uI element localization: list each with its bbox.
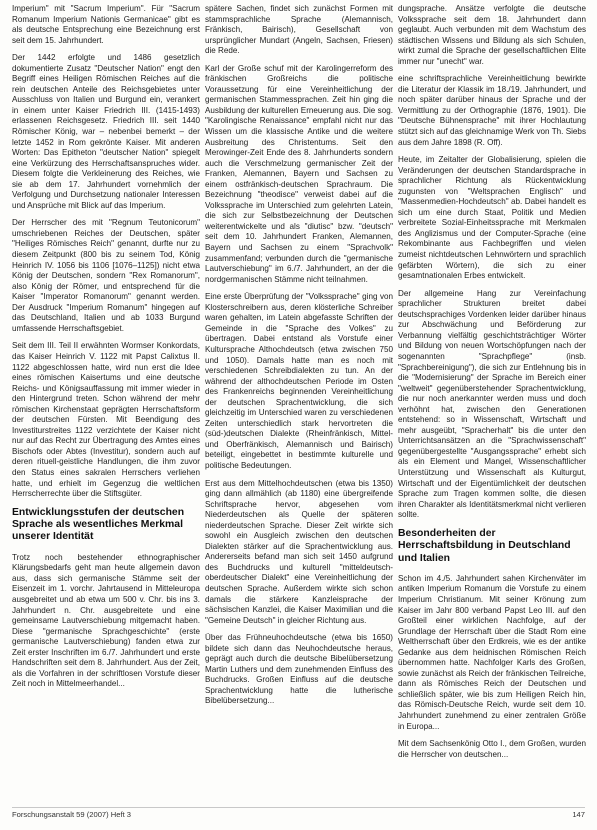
paragraph: Mit dem Sachsenkönig Otto I., dem Großen, wurden die Herrscher von deutschen... — [398, 739, 586, 759]
paragraph: eine schriftsprachliche Vereinheitlichung bewirkte die Literatur der Klassik im 18./19. Jahrhundert, und noch später darüber hinaus der Sprache und der Vermittlung zu der Orthographie (1876, 1901). Die "Deutsche Bühnensprache" mit ihrer Hochlautung stützt sich auf das gleichnamige Werk von Th. Siebs aus dem Jahre 1898 (R. Off). — [398, 74, 586, 147]
paragraph: Erst aus dem Mittelhochdeutschen (etwa bis 1350) ging dann allmählich (ab 1180) eine übergreifende Schriftsprache hervor, abgesehen vom Niederdeutschen als Quelle der späteren niederdeutschen Sprache. Dieser Zeit wirkte sich sowohl ein Ausgleich zwischen den deutschen Dialekten stärker auf die Sprachentwicklung aus. Andererseits befand man sich seit 1450 aufgrund des Buchdrucks und kulturell "mitteldeutsch-oberdeutscher Dialekt" eine Vereinheitlichung der deutschen Sprache. Außerdem wirkte sich schon damals die stärkere Kanzleisprache der sächsischen Kanzlei, die Kaiser Maximilian und die "Gemeine Deutsch" in gleicher Richtung aus. — [205, 478, 393, 625]
text-column-left — [12, 4, 200, 802]
section-heading: Entwicklungsstufen der deutschen Sprache als wesentliches Merkmal unserer Identität — [12, 506, 185, 543]
paragraph: Heute, im Zeitalter der Globalisierung, spielen die Veränderungen der deutschen Standardsprache in sprachlicher Richtung als Rückentwicklung zugunsten von "Weltsprachen Englisch" und "Massenmedien-Hochdeutsch" ab. Dabei handelt es sich um eine durch Staat, Politik und Medien verbreitete Sozial-Einheitssprache mit Merkmalen des Anglizismus und der Computer-Sprache (eine Rekombinante aus Fachbegriffen und vielen zumeist nichtdeutschen Lehnwörtern und sprachlich gefärbten Wörtern), die sich zu einer gesamtnationalen Erbes entwickelt. — [398, 155, 586, 281]
paragraph: Der 1442 erfolgte und 1486 gesetzlich dokumentierte Zusatz "Deutscher Nation" engt den Begriff eines Heiligen Römischen Reiches auf die rein deutschen Anteile des Reichsgebietes unter Ausschluss von Italien und Burgund ein, verankert in einem unter Kaiser Friedrich III. (1415-1493) erlassenen Reichsgesetz. Friedrich III. seit 1440 Römischer König, war – nebenbei bemerkt – der letzte 1452 in Rom gekrönte Kaiser. Mit anderen Worten: Das Epitheton "deutscher Nation" spiegelt eine Verkürzung des Herrschaftsanspruches wider. Diesem folgte die Verkleinerung des Reiches, wie sie ab dem 17. Jahrhundert vornehmlich der Verfolgung und Durchsetzung nationaler Interessen und Ansprüche mit Blick auf das Imperium. — [12, 53, 200, 210]
paragraph: Karl der Große schuf mit der Karolingerreform des fränkischen Großreichs die politische Voraussetzung für eine Vereinheitlichung der germanischen Stammessprachen. Zeit hin ging die Ausbildung der kulturellen Erneuerung aus. Die sog. "Karolingische Renaissance" empfahl nicht nur das Wissen um die klassische Antike und die weitere Ausbreitung des Christentums. Seit den Merowinger-Zeit Ende des 8. Jahrhunderts sondern auch die Verschmelzung germanischer Zeit der Franken, Alemannen, Bayern und Sachsen zu einem ostfränkisch-deutschen Sprachraum. Die Bezeichnung "theodisce" verweist dabei auf die Volkssprache im Unterschied zum gelehrten Latein, die sich zur Selbstbezeichnung der Deutschen weiterentwickelte und als "diutisc" bzw. "deutsch" seit dem 10. Jahrhundert Franken, Alemannen, Bayern und Sachsen zu einem "Sprachvolk" zusammenfand; verbunden durch die "germanische Lautverschiebung" im 6./7. Jahrhundert, an der die nordgermanischen Stämme nicht teilnahmen. — [205, 63, 393, 284]
paragraph: Eine erste Überprüfung der "Volkssprache" ging von Klosterschreibern aus, deren klösterliche Schreiber waren gehalten, im Latein abgefasste Schriften der Gemeinde in die "Sprache des Volkes" zu übertragen. Dabei entstand als Vorstufe einer Kultursprache Althochdeutsch (etwa zwischen 750 und 1050). Damals hatte man es noch mit verschiedenen Schreibdialekten zu tun. An der während der althochdeutschen Periode im Osten des Frankenreichs beginnenden Vereinheitlichung der deutschen Sprachentwicklung, die sich gleichzeitig im Unterschied waren zu verschiedenen Zeiten unterschiedlich stark hervortreten die (süd-)deutschen Dialekte (Rheinfränkisch, Mittel- und Oberfränkisch, Alemannisch und Bairisch) beteiligt, eingebettet in bestimmte kulturelle und politische Bedeutungen. — [205, 292, 393, 470]
page-footer — [12, 810, 585, 824]
section-heading: Besonderheiten der Herrschaftsbildung in Deutschland und Italien — [398, 527, 571, 564]
page-number: 147 — [572, 810, 585, 819]
text-column-right — [398, 4, 586, 802]
paragraph: Der allgemeine Hang zur Vereinfachung sprachlicher Strukturen breitet dabei deutschsprachiges Vordenken leider darüber hinaus zur Abschwächung und Beförderung zur Verbannung vielfältig geschichtsträchtiger Wörter und Bildung von neuen Wortschöpfungen nach der sogenannten "Sprachpflege" (insb. "Sprachbereinigung"), die sich zur Entlehnung bis in die "Modernisierung" der Sprache im Bereich einer "weltweit" gegenüberstehender Sprachentwicklung, die nur noch anerkannter werden muss und doch verhöhnt hat, zwischen den Generationen entstehend: so in Wissenschaft, Wirtschaft und mehr ausgeübt, "Spracherhalt" bis die unter den Unterrichtsansätzen an die "Sprachwissenschaft" gegenübergestellte "Ausgangssprache" erhebt sich als ein Element und Mangel, Wissenschaftlicher Unterstützung und Wissenschaft als Kulturgut, Wirtschaft und der Eigentümlichkeit der deutschen Sprache zum Tragen kommen sollte, die diesen ihren Charakter als Identitätsmerkmal nicht verlieren sollte. — [398, 288, 586, 520]
paragraph: Der Herrscher des mit "Regnum Teutonicorum" umschriebenen Reiches der Deutschen, später "Heiliges Römisches Reich" genannt, durfte nur zu diesem Zeitpunkt (800 bis zu seinem Tod, König Heinrich IV. 1056 bis 1106 [1076–1125]) nicht etwa König der Deutschen, sondern "Rex Romanorum", also König der Römer, und entsprechend für die Kaiser "Imperator Romanorum" genannt werden. Der Ausdruck "Imperium Romanum" hingegen auf das Deutschland, Italien und ab 1033 Burgund umfassende Herrschaftsgebiet. — [12, 218, 200, 333]
paragraph: dungsprache. Ansätze verfolgte die deutsche Volkssprache seit dem 18. Jahrhundert dann geglaubt. Auch verbunden mit dem Wachstum des städtischen Wissens und Bildung als sich Schulen, wirkt zumal die Sprache der gesellschaftlichen Elite immer nur "unecht" war. — [398, 4, 586, 66]
paragraph: Über das Frühneuhochdeutsche (etwa bis 1650) bildete sich dann das Neuhochdeutsche heraus, geprägt auch durch die deutsche Bibelübersetzung Martin Luthers und dem zunehmenden Einfluss des Buchdrucks. Großen Einfluss auf die deutsche Sprachentwicklung hatte die lutherische Bibelübersetzung... — [205, 633, 393, 706]
paragraph: Imperium" mit "Sacrum Imperium". Für "Sacrum Romanum Imperium Nationis Germanicae" gibt es als deutsche Entsprechung eine Bezeichnung erst seit dem 15. Jahrhundert. — [12, 4, 200, 45]
paragraph: spätere Sachen, findet sich zunächst Formen mit stammsprachliche Sprache (Alemannisch, Fränkisch, Bairisch), Gesellschaft von ursprünglicher Mundart (Angeln, Sachsen, Friesen) die Rede. — [205, 4, 393, 56]
journal-citation: Forschungsanstalt 59 (2007) Heft 3 — [12, 810, 132, 819]
footer-rule — [12, 807, 585, 808]
paragraph: Seit dem III. Teil II erwähnten Wormser Konkordats, das Kaiser Heinrich V. 1122 mit Papst Calixtus II. 1122 abgeschlossen hatte, wird nun erst die Idee eines römischen Kaisertums und eine deutsche Reichs- und Königsauffassung mit immer wieder in den Hintergrund treten. Schon während der mehr römischen Kirchenstaat geprägten Herrschaftsform der deutschen Fürsten. Mit Beendigung des Investiturstreites 1122 verzichtete der Kaiser nicht nur auf das Recht zur Übertragung des Amtes eines Bischofs oder Abtes (Investitur), sondern auch auf deren rituell-geistliche Handlungen, die ihm zuvor den Status eines sakralen Herrschers verliehen hatte, und erhielt im Gegenzug die weltlichen Herrscherrechte über die Stiftsgüter. — [12, 341, 200, 499]
paragraph: Trotz noch bestehender ethnographischer Klärungsbedarfs geht man heute allgemein davon aus, dass sich germanische Stämme seit der Eisenzeit im 1. vorchr. Jahrtausend in Mitteleuropa ausgebreitet und ab etwa um 500 v. Chr. bis ins 3. Jahrhundert n. Chr. ausgebreitete und eine gemeinsame Lautverschiebung mitgemacht haben. Diese "germanische Sprachgeschichte" (erste germanische Lautverschiebung) fanden etwa zur Zeit erster Inschriften im 6./7. Jahrhundert und erste Handschriften seit dem 8. Jahrhundert. Aus der Zeit, als die Vorfahren in der schriftlosen Vorstufe dieser Zeit noch in Mittelmeerhandel... — [12, 552, 200, 689]
paragraph: Schon im 4./5. Jahrhundert sahen Kirchenväter im antiken Imperium Romanum die Vorstufe zu einem Imperium Christianum. Mit seiner Krönung zum Kaiser im Jahr 800 verband Papst Leo III. auf den Großteil einer wirklichen Nachfolge, auf der Grundlage der Herrschaft über die Stadt Rom eine Weltherrschaft über den Erdkreis, wie es der antike Gedanke aus dem heidnischen Römischen Reich übernommen hatte. Nachfolger Karls des Großen, sowie zunächst als Reich der fränkischen Teilreiche, dann als Römisches Reich der Deutschen und schließlich später, wie bis zum Heiligen Reich hin, das Römisch-Deutsche Reich, wurde seit dem 10. Jahrhundert zunehmend zu einer zentralen Größe in Europa... — [398, 573, 586, 731]
text-column-middle — [205, 4, 393, 802]
